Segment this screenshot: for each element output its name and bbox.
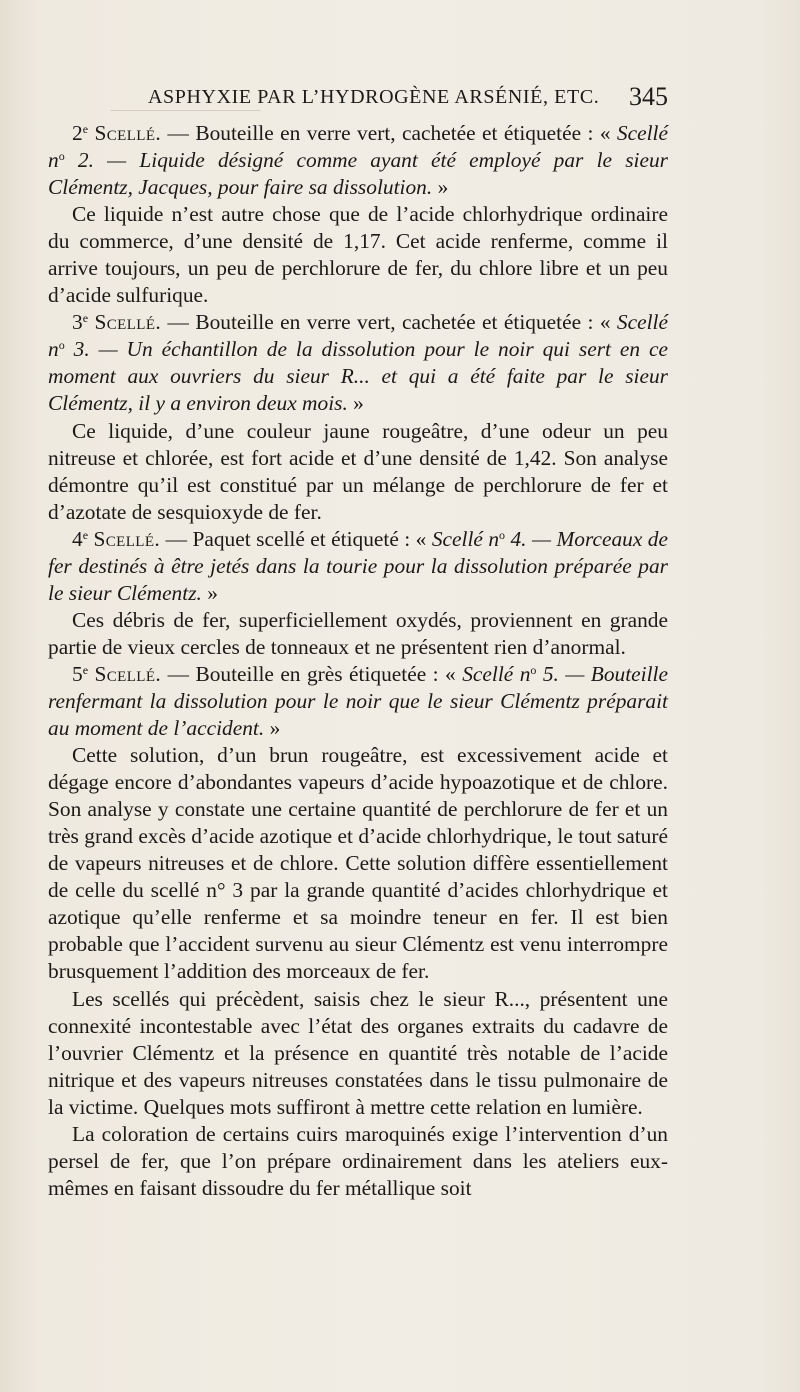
label-quote-start: Scellé n bbox=[431, 526, 500, 551]
scelle-number: 3 bbox=[72, 310, 83, 335]
scelle-description: — Bouteille en verre vert, cachetée et étiquetée : « bbox=[161, 121, 617, 145]
quote-close: » bbox=[201, 580, 218, 605]
scelle-label: Scellé. bbox=[94, 661, 162, 686]
scelle-label: Scellé. bbox=[94, 121, 162, 145]
label-quote-text: 5. — Bouteille renfermant la dissolution pour le noir que le sieur Clémentz préparait au moment de l’accident. bbox=[48, 661, 668, 741]
ordinal-suffix: e bbox=[82, 527, 89, 542]
paragraph-scelle-4 bbox=[48, 526, 668, 607]
scelle-label: Scellé. bbox=[94, 310, 162, 335]
scelle-description: — Bouteille en verre vert, cachetée et étiquetée : « bbox=[161, 310, 617, 335]
label-quote-text: 3. — Un échantillon de la dissolution pour le noir qui sert en ce moment aux ouvriers du sieur R... et qui a été faite par le sieur Clémentz, il y a environ deux mois. bbox=[48, 337, 668, 416]
paragraph-coloration: La coloration de certains cuirs maroquinés exige l’intervention d’un persel de fer, que l’on prépare ordinairement dans les ateliers eux-mêmes en faisant dissoudre du fer métallique soit bbox=[48, 1121, 668, 1200]
ordinal-suffix: e bbox=[82, 122, 89, 136]
paragraph-scelle-2 bbox=[48, 120, 668, 201]
label-quote-text: 2. — Liquide désigné comme ayant été employé par le sieur Clémentz, Jacques, pour faire sa dissolution. bbox=[48, 148, 668, 200]
quote-close: » bbox=[432, 175, 449, 200]
quote-close: » bbox=[347, 391, 364, 416]
paragraph-scelle-3 bbox=[48, 309, 668, 417]
numero-suffix: o bbox=[530, 662, 537, 677]
scelle-label: Scellé. bbox=[93, 526, 161, 551]
paragraph-analysis-2: Ce liquide n’est autre chose que de l’acide chlorhydrique ordinaire du commerce, d’une densité de 1,17. Cet acide renferme, comme il arrive toujours, un peu de perchlorure de fer, du chlore libre et un peu d’acide sulfurique. bbox=[48, 202, 668, 308]
paragraph-conclusion: Les scellés qui précèdent, saisis chez le sieur R..., présentent une connexité incontestable avec l’état des organes extraits du cadavre de l’ouvrier Clémentz et la présence en quantité très notable de l’acide nitrique et des vapeurs nitreuses constatées dans le tissu pulmonaire de la victime. Quelques mots suffiront à mettre cette relation en lumière. bbox=[48, 986, 668, 1119]
scelle-description: — Paquet scellé et étiqueté : « bbox=[160, 526, 432, 551]
paragraph-analysis-3: Ce liquide, d’une couleur jaune rougeâtre, d’une odeur un peu nitreuse et chlorée, est fort acide et d’une densité de 1,42. Son analyse démontre qu’il est constitué par un mélange de perchlorure de fer et d’azotate de sesquioxyde de fer. bbox=[48, 418, 668, 524]
scelle-number: 4 bbox=[72, 526, 83, 551]
quote-close: » bbox=[264, 716, 281, 741]
paragraph-analysis-5: Cette solution, d’un brun rougeâtre, est excessivement acide et dégage encore d’abondantes vapeurs d’acide hypoazotique et de chlore. Son analyse y constate une certaine quantité de perchlorure de fer et un très grand excès d’acide azotique et d’acide chlorhydrique, le tout saturé de vapeurs nitreuses et de chlore. Cette solution diffère essentiellement de celle du scellé n° 3 par la grande quantité d’acides chlorhydrique et azotique qu’elle renferme et sa moindre teneur en fer. Il est bien probable que l’accident survenu au sieur Clémentz est venu interrompre brusquement l’addition des morceaux de fer. bbox=[48, 743, 668, 984]
label-quote-text: 4. — Morceaux de fer destinés à être jetés dans la tourie pour la dissolution préparée par le sieur Clémentz. bbox=[48, 526, 668, 605]
page-header bbox=[148, 82, 668, 116]
label-quote-start: Scellé n bbox=[48, 310, 668, 362]
page-number: 345 bbox=[629, 82, 668, 111]
scelle-number: 2 bbox=[72, 121, 83, 145]
label-quote-start: Scellé n bbox=[48, 121, 668, 173]
ordinal-suffix: e bbox=[82, 311, 89, 326]
paragraph-analysis-4: Ces débris de fer, superficiellement oxydés, proviennent en grande partie de vieux cercles de tonneaux et ne présentent rien d’anormal. bbox=[48, 607, 668, 659]
scelle-number: 5 bbox=[72, 661, 83, 686]
numero-suffix: o bbox=[499, 527, 506, 542]
ordinal-suffix: e bbox=[82, 662, 89, 677]
numero-suffix: o bbox=[58, 338, 65, 353]
scelle-description: — Bouteille en grès étiquetée : « bbox=[161, 661, 463, 686]
numero-suffix: o bbox=[58, 149, 65, 164]
body-text bbox=[48, 120, 668, 1202]
label-quote-start: Scellé n bbox=[462, 661, 531, 686]
running-head: ASPHYXIE PAR L’HYDROGÈNE ARSÉNIÉ, ETC. bbox=[148, 86, 600, 108]
paragraph-scelle-5 bbox=[48, 661, 668, 742]
